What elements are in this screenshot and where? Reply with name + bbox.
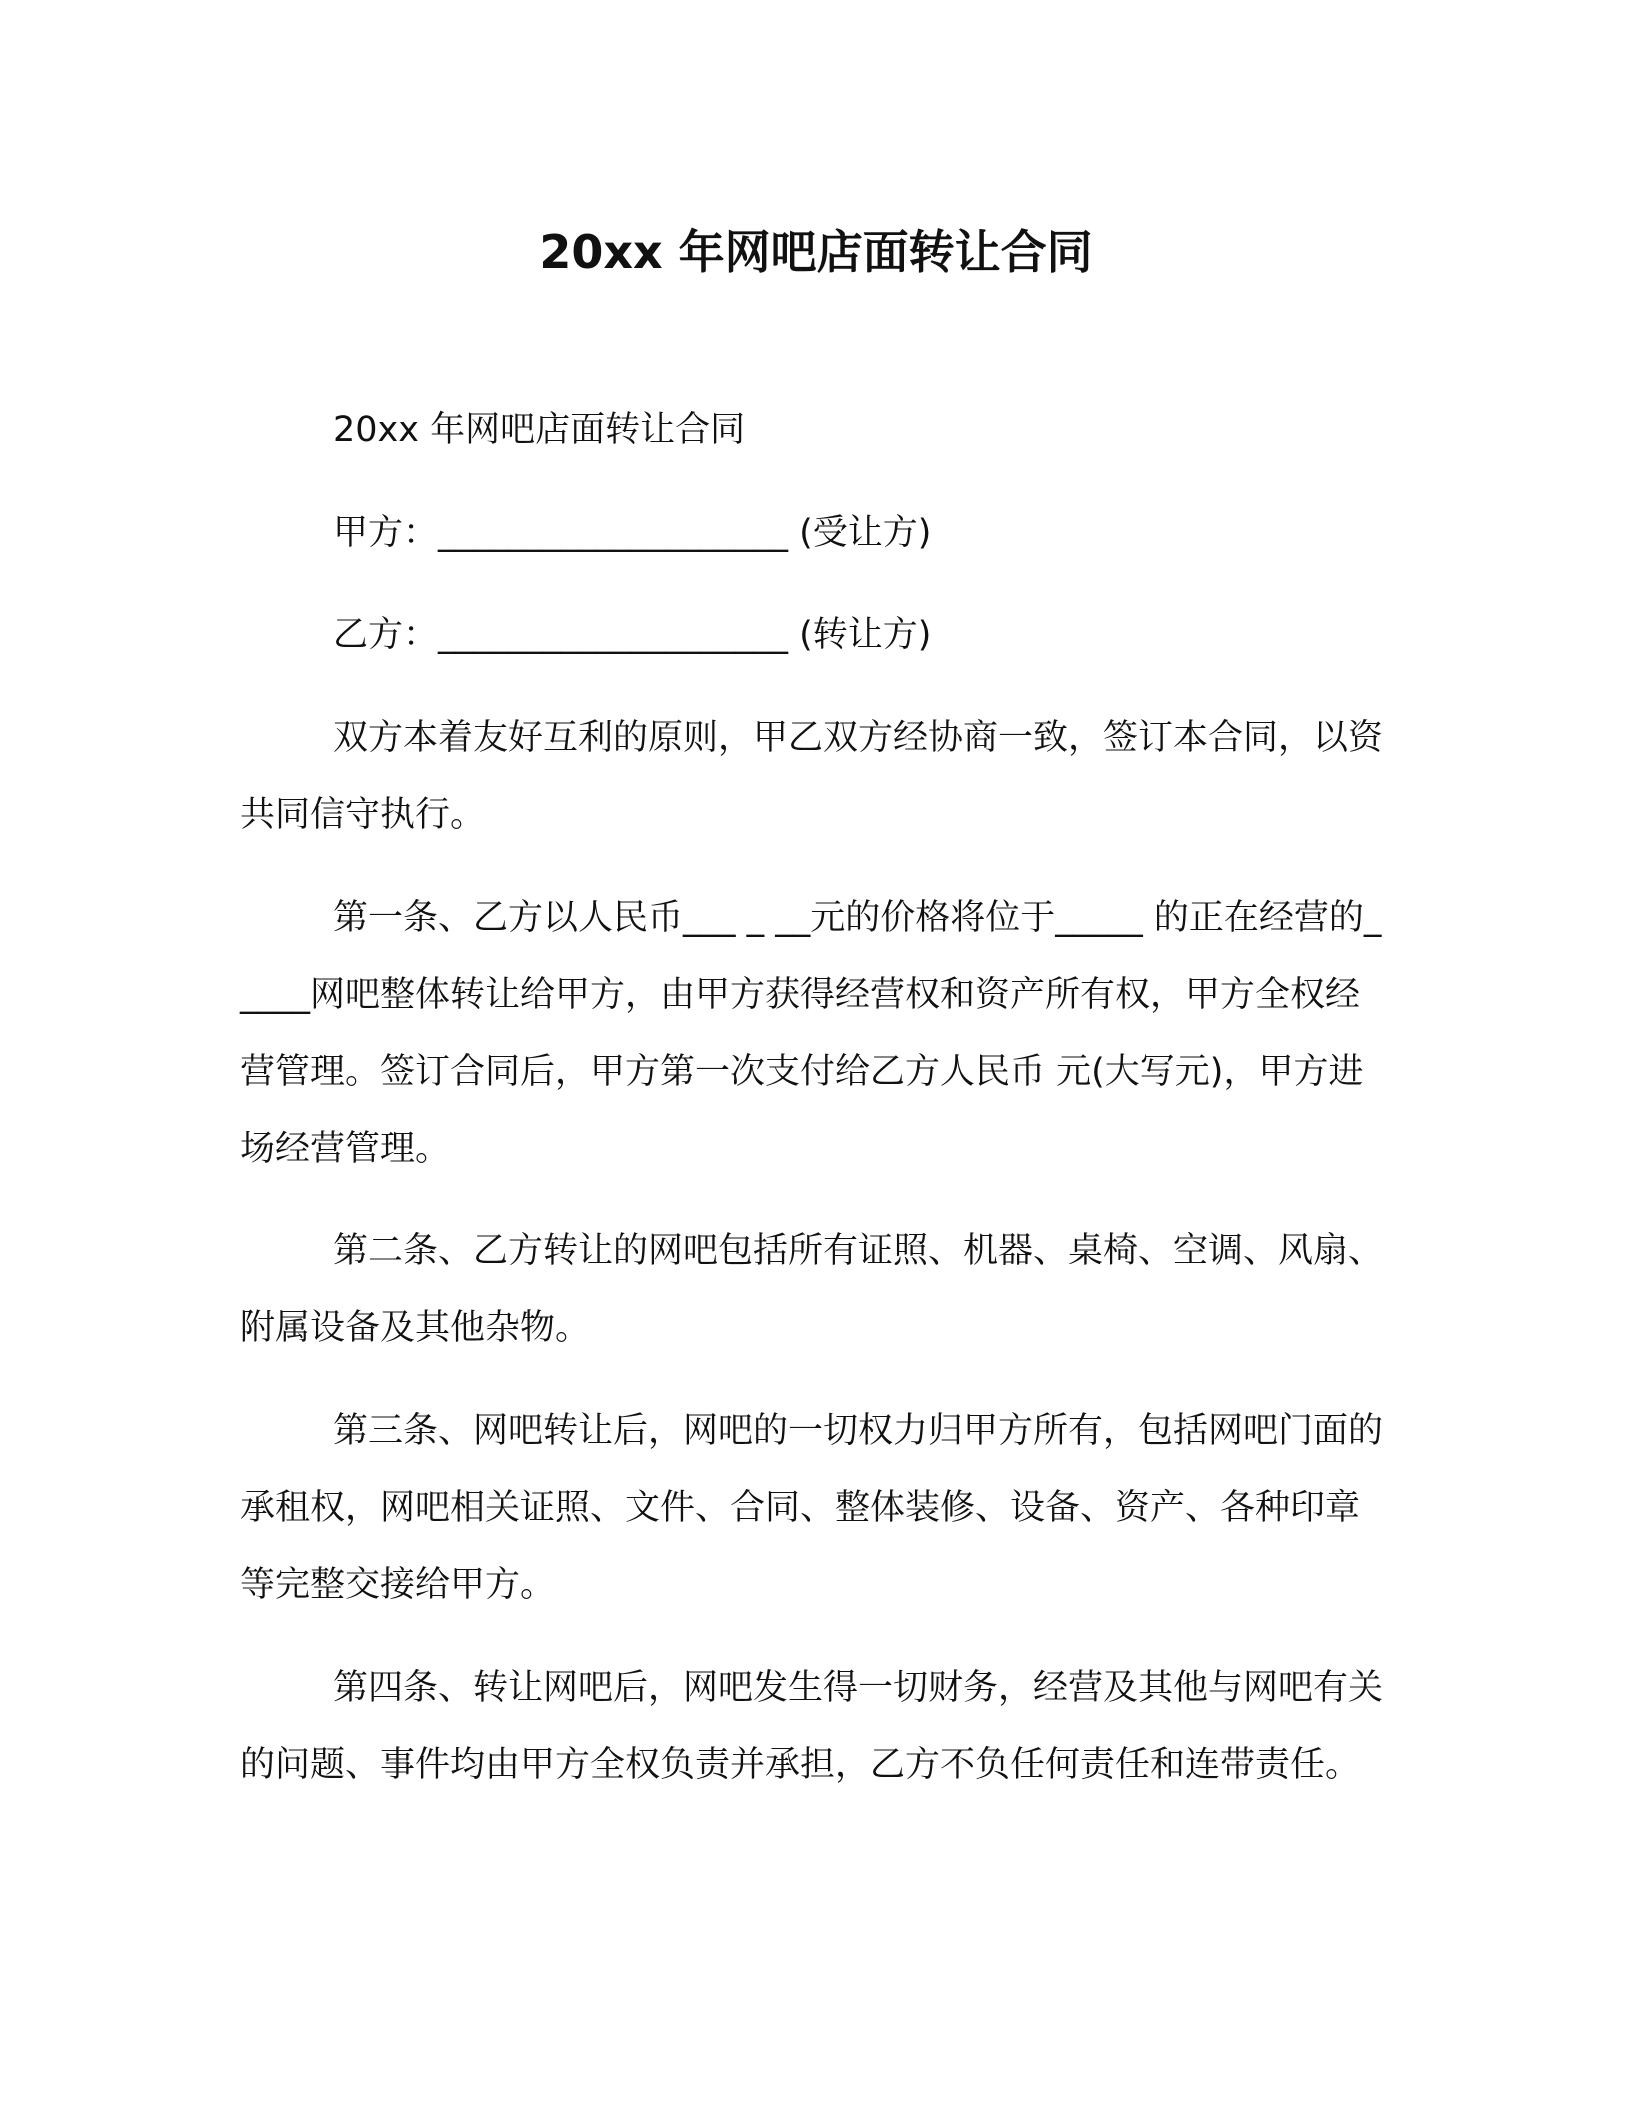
intro-paragraph: 双方本着友好互利的原则，甲乙双方经协商一致，签订本合同，以资共同信守执行。 [240,718,1384,835]
article-2-paragraph: 第二条、乙方转让的网吧包括所有证照、机器、桌椅、空调、风扇、附属设备及其他杂物。 [240,1231,1384,1348]
party-b-line: 乙方：____________________ (转让方) [333,615,932,655]
document-subtitle: 20xx 年网吧店面转让合同 [333,410,746,450]
party-a-line: 甲方：____________________ (受让方) [333,513,932,553]
article-1-paragraph: 第一条、乙方以人民币___ _ __元的价格将位于_____ 的正在经营的_____网吧整体转让给甲方，由甲方获得经营权和资产所有权，甲方全权经营管理。签订合同后，甲方第一次支付给乙方人民币 元(大写元)，甲方进场经营管理。 [240,898,1382,1169]
document-title: 20xx 年网吧店面转让合同 [539,225,1093,279]
article-4-paragraph: 第四条、转让网吧后，网吧发生得一切财务，经营及其他与网吧有关的问题、事件均由甲方全权负责并承担，乙方不负任何责任和连带责任。 [240,1668,1384,1785]
article-3-paragraph: 第三条、网吧转让后，网吧的一切权力归甲方所有，包括网吧门面的承租权，网吧相关证照、文件、合同、整体装修、设备、资产、各种印章等完整交接给甲方。 [240,1411,1384,1605]
